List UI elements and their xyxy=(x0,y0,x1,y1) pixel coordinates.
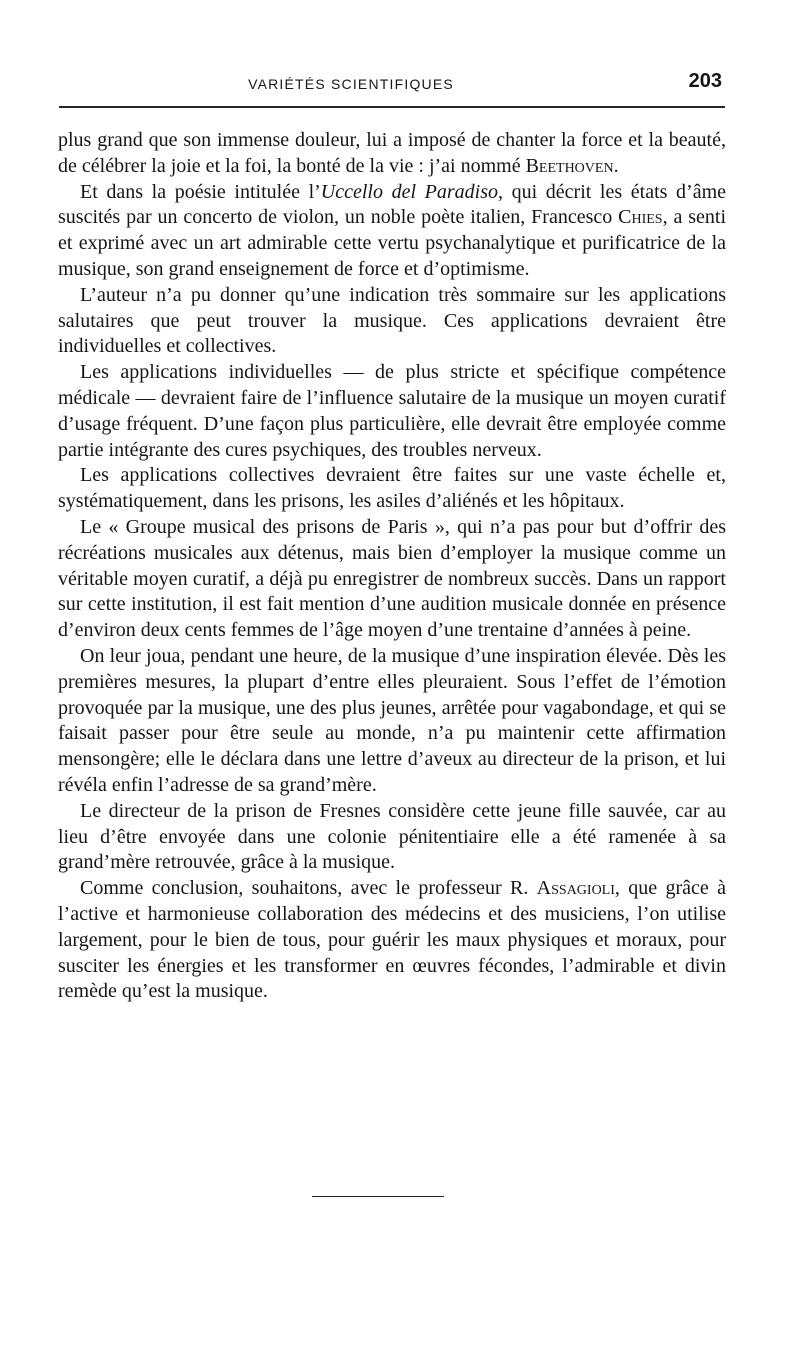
text-run: Comme conclusion, souhaitons, avec le professeur R. xyxy=(80,877,537,900)
text-run: Le « Groupe musical des prisons de Paris », qui n’a pas pour but d’offrir des récréations musicales aux détenus, mais bien d’employer la musique comme un véritable moyen curatif, a déjà pu enregistrer de nombreux succès. Dans un rapport sur cette institution, il est fait mention d’une audition musicale donnée en présence d’environ deux cents femmes de l’âge moyen d’une trentaine d’années à peine. xyxy=(58,515,726,642)
paragraph xyxy=(58,644,726,799)
page-number: 203 xyxy=(688,70,722,92)
text-run: L’auteur n’a pu donner qu’une indication très sommaire sur les applications salutaires que peut trouver la musique. Ces applications devraient être individuelles et collectives. xyxy=(58,283,726,358)
italic-title: Uccello del Paradiso xyxy=(320,180,498,203)
running-head xyxy=(58,70,726,100)
paragraph xyxy=(58,876,726,1005)
text-run: , qui décrit les états d’âme suscités par un concerto de violon, un noble poète italien, Francesco xyxy=(58,180,727,229)
header-rule xyxy=(59,106,725,108)
running-title: VARIÉTÉS SCIENTIFIQUES xyxy=(248,76,454,92)
text-run: . xyxy=(613,154,619,177)
text-run: On leur joua, pendant une heure, de la musique d’une inspiration élevée. Dès les premières mesures, la plupart d’entre elles pleuraient. Sous l’effet de l’émotion provoquée par la musique, une des plus jeunes, arrêtée pour vagabondage, et qui se faisait passer pour être seule au monde, n’a pu maintenir cette affirmation mensongère; elle le déclara dans une lettre d’aveux au directeur de la prison, et lui révéla enfin l’adresse de sa grand’mère. xyxy=(58,644,726,796)
article-body xyxy=(58,128,726,1005)
text-run: Le directeur de la prison de Fresnes considère cette jeune fille sauvée, car au lieu d’être envoyée dans une colonie pénitentiaire elle a été ramenée à sa grand’mère retrouvée, grâce à la musique. xyxy=(58,799,726,874)
text-run: plus grand que son immense douleur, lui a imposé de chanter la force et la beauté, de célébrer la joie et la foi, la bonté de la vie : j’ai nommé xyxy=(58,129,726,177)
end-rule xyxy=(312,1196,444,1197)
text-run: , que grâce à l’active et harmonieuse collaboration des médecins et des musiciens, l’on utilise largement, pour le bien de tous, pour guérir les maux physiques et moraux, pour susciter les énergies et les transformer en œuvres fécondes, l’admirable et divin remède qu’est la musique. xyxy=(58,877,726,1003)
paragraph xyxy=(58,515,726,644)
text-run: Et dans la poésie intitulée l’ xyxy=(80,180,321,203)
paragraph xyxy=(58,283,726,360)
proper-name: Beethoven xyxy=(525,154,614,177)
text-run: Les applications individuelles — de plus stricte et spécifique compétence médicale — devraient faire de l’influence salutaire de la musique un moyen curatif d’usage fréquent. D’une façon plus particulière, elle devrait être employée comme partie intégrante des cures psychiques, des troubles nerveux. xyxy=(58,361,726,461)
paragraph xyxy=(58,799,726,876)
book-page xyxy=(58,0,728,1371)
proper-name: Chies xyxy=(618,206,663,229)
text-run: , a senti et exprimé avec un art admirable cette vertu psychanalytique et purificatrice de la musique, son grand enseignement de force et d’optimisme. xyxy=(58,206,726,280)
paragraph xyxy=(58,180,726,283)
paragraph xyxy=(58,360,726,463)
paragraph xyxy=(58,463,726,515)
proper-name: Assagioli xyxy=(536,877,615,900)
text-run: Les applications collectives devraient être faites sur une vaste échelle et, systématiquement, dans les prisons, les asiles d’aliénés et les hôpitaux. xyxy=(58,464,726,513)
paragraph xyxy=(58,128,726,180)
